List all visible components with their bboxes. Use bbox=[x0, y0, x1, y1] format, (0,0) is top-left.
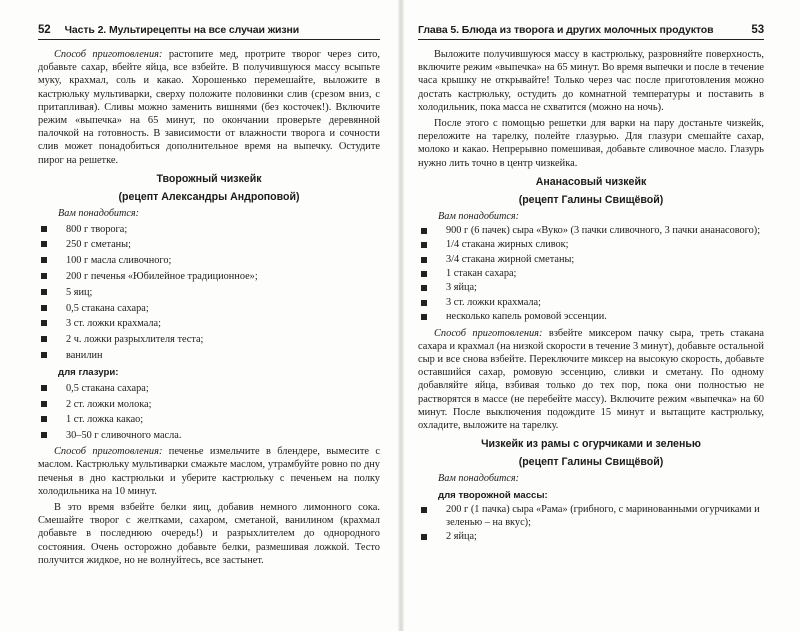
left-head-title: Часть 2. Мультирецепты на все случаи жизни bbox=[64, 24, 300, 36]
method-paragraph bbox=[418, 327, 764, 433]
bullet-icon bbox=[41, 385, 47, 391]
ingredient-item: 3 яйца; bbox=[418, 282, 764, 294]
glaze-list bbox=[38, 382, 380, 442]
glaze-item: 1 ст. ложка какао; bbox=[38, 413, 380, 426]
bullet-icon bbox=[421, 534, 427, 540]
ingredient-item: 5 яиц; bbox=[38, 286, 380, 299]
ingredients-heading: Вам понадобится: bbox=[58, 207, 140, 219]
bullet-icon bbox=[41, 305, 47, 311]
right-running-head bbox=[418, 24, 764, 40]
bullet-icon bbox=[41, 416, 47, 422]
bullet-icon bbox=[421, 228, 427, 234]
ingredient-item: ванилин bbox=[38, 349, 380, 362]
ingredient-item: 3/4 стакана жирной сметаны; bbox=[418, 254, 764, 266]
ingredient-list bbox=[418, 225, 764, 324]
mass-subheading: для творожной массы: bbox=[438, 490, 548, 502]
right-head-title: Глава 5. Блюда из творога и других молочных продуктов bbox=[418, 24, 714, 36]
ingredient-item: 1 стакан сахара; bbox=[418, 268, 764, 280]
glaze-item: 30–50 г сливочного масла. bbox=[38, 429, 380, 442]
left-page bbox=[0, 0, 398, 631]
body-paragraph: Выложите получившуюся массу в кастрюльку, разровняйте поверхность, включите режим «выпечка» на 65 минут. Во время выпечки и после в течение часа крышку не открывайте! Только через час после приготовления можно достать кастрюльку, остудить до комнатной температуры и поставить в холодильник, пока масса не схватится (можно на ночь). bbox=[418, 49, 764, 113]
bullet-icon bbox=[421, 271, 427, 277]
page-number-left: 52 bbox=[38, 24, 51, 36]
method-lead: Способ приготовления: bbox=[54, 446, 163, 458]
ingredient-item: 200 г печенья «Юбилейное традиционное»; bbox=[38, 270, 380, 283]
bullet-icon bbox=[41, 352, 47, 358]
right-page bbox=[404, 0, 800, 631]
glaze-item: 2 ст. ложки молока; bbox=[38, 398, 380, 411]
recipe-author: (рецепт Галины Свищёвой) bbox=[518, 456, 664, 469]
left-running-head bbox=[38, 24, 380, 40]
glaze-subheading: для глазури: bbox=[58, 367, 119, 378]
recipe-author: (рецепт Галины Свищёвой) bbox=[518, 193, 664, 206]
bullet-icon bbox=[41, 273, 47, 279]
ingredient-item: 100 г масла сливочного; bbox=[38, 254, 380, 267]
bullet-icon bbox=[41, 432, 47, 438]
ingredient-item: 200 г (1 пачка) сыра «Рама» (грибного, с маринованными огурчиками и зеленью – на вкус); bbox=[418, 504, 764, 529]
ingredient-list bbox=[418, 504, 764, 543]
intro-method-lead: Способ приготовления: bbox=[54, 49, 163, 60]
intro-method-text: растопите мед, протрите творог через сито, добавьте сахар, вбейте яйца, все взбейте. В получившуюся массу всыпьте муку, крахмал, соль и какао. Хорошенько перемешайте, выложите в кастрюльку мультиварки, сверху положите половинки слив (срезом вниз, с притапливая). Сливы можно заменить вишнями (без косточек!). Включите режим «выпечка» на 65 минут, по окончании проверьте деревянной палочкой на готовность. В зависимости от влажности творога и сочности слив может понадобиться дополнительное время на выпечку. Остудите пирог на решетке. bbox=[38, 49, 380, 166]
bullet-icon bbox=[421, 507, 427, 513]
page-number-right: 53 bbox=[751, 24, 764, 36]
intro-paragraph bbox=[38, 48, 380, 167]
bullet-icon bbox=[41, 241, 47, 247]
method-paragraph bbox=[38, 445, 380, 498]
bullet-icon bbox=[421, 242, 427, 248]
bullet-icon bbox=[41, 401, 47, 407]
recipe-title: Чизкейк из рамы с огурчиками и зеленью bbox=[481, 438, 701, 451]
glaze-item: 0,5 стакана сахара; bbox=[38, 382, 380, 395]
recipe-author: (рецепт Александры Андроповой) bbox=[118, 190, 300, 203]
bullet-icon bbox=[41, 336, 47, 342]
method-text: печенье измельчите в блендере, вымесите с маслом. Кастрюльку мультиварки смажьте маслом, утрамбуйте ровно по дну печенья в дно кастрюльки и уберите кастрюльку с печеньем на полку холодильника на 10 минут. bbox=[38, 446, 380, 497]
bullet-icon bbox=[41, 257, 47, 263]
ingredient-item: 250 г сметаны; bbox=[38, 238, 380, 251]
ingredient-item: 3 ст. ложки крахмала; bbox=[418, 297, 764, 309]
ingredient-item: 0,5 стакана сахара; bbox=[38, 302, 380, 315]
bullet-icon bbox=[421, 300, 427, 306]
ingredient-item: 900 г (6 пачек) сыра «Вуко» (3 пачки сливочного, 3 пачки ананасового); bbox=[418, 225, 764, 237]
bullet-icon bbox=[41, 320, 47, 326]
method-lead: Способ приготовления: bbox=[434, 327, 543, 339]
ingredient-item: 2 ч. ложки разрыхлителя теста; bbox=[38, 333, 380, 346]
body-paragraph: В это время взбейте белки яиц, добавив немного лимонного сока. Смешайте творог с желтками, сахаром, сметаной, ванилином (крахмал добавьте в последнюю очередь!) и разрыхлителем до однородного состояния. Очень осторожно добавьте белки, размешивая ложкой. Тесто получится жидкое, но не волнуйтесь, все застынет. bbox=[38, 502, 380, 566]
ingredients-heading: Вам понадобится: bbox=[438, 473, 520, 485]
recipe-title: Ананасовый чизкейк bbox=[535, 175, 647, 188]
ingredient-item: 2 яйца; bbox=[418, 531, 764, 543]
ingredient-item: 3 ст. ложки крахмала; bbox=[38, 317, 380, 330]
ingredient-item: 800 г творога; bbox=[38, 223, 380, 236]
bullet-icon bbox=[421, 314, 427, 320]
body-paragraph: После этого с помощью решетки для варки на пару достаньте чизкейк, переложите на тарелку, полейте глазурью. Для глазури смешайте сахар, молоко и какао. Непрерывно помешивая, добавьте сливочное масло. Глазурь нужно лить точно в центр чизкейка. bbox=[418, 118, 764, 169]
ingredient-list bbox=[38, 223, 380, 362]
bullet-icon bbox=[41, 226, 47, 232]
bullet-icon bbox=[421, 285, 427, 291]
bullet-icon bbox=[41, 289, 47, 295]
ingredients-heading: Вам понадобится: bbox=[438, 210, 520, 222]
recipe-title: Творожный чизкейк bbox=[156, 172, 262, 185]
ingredient-item: 1/4 стакана жирных сливок; bbox=[418, 239, 764, 251]
ingredient-item: несколько капель ромовой эссенции. bbox=[418, 311, 764, 323]
method-text: взбейте миксером пачку сыра, треть стакана сахара и крахмал (на низкой скорости в течение 3 минут), добавьте остальной сыр и все снова взбейте. Переключите миксер на высокую скорость, добавьте оставшийся сахар, ромовую эссенцию, сливки и сметану. По одному добавляйте яйца, взбивая только до тех пор, пока они полностью не растворятся в массе (не перебейте массу). Включите режим «выпечка» на 60 минут. После выключения подождите 15 минут и вытащите кастрюльку, охладите, выложите на тарелку. bbox=[418, 327, 764, 432]
bullet-icon bbox=[421, 257, 427, 263]
